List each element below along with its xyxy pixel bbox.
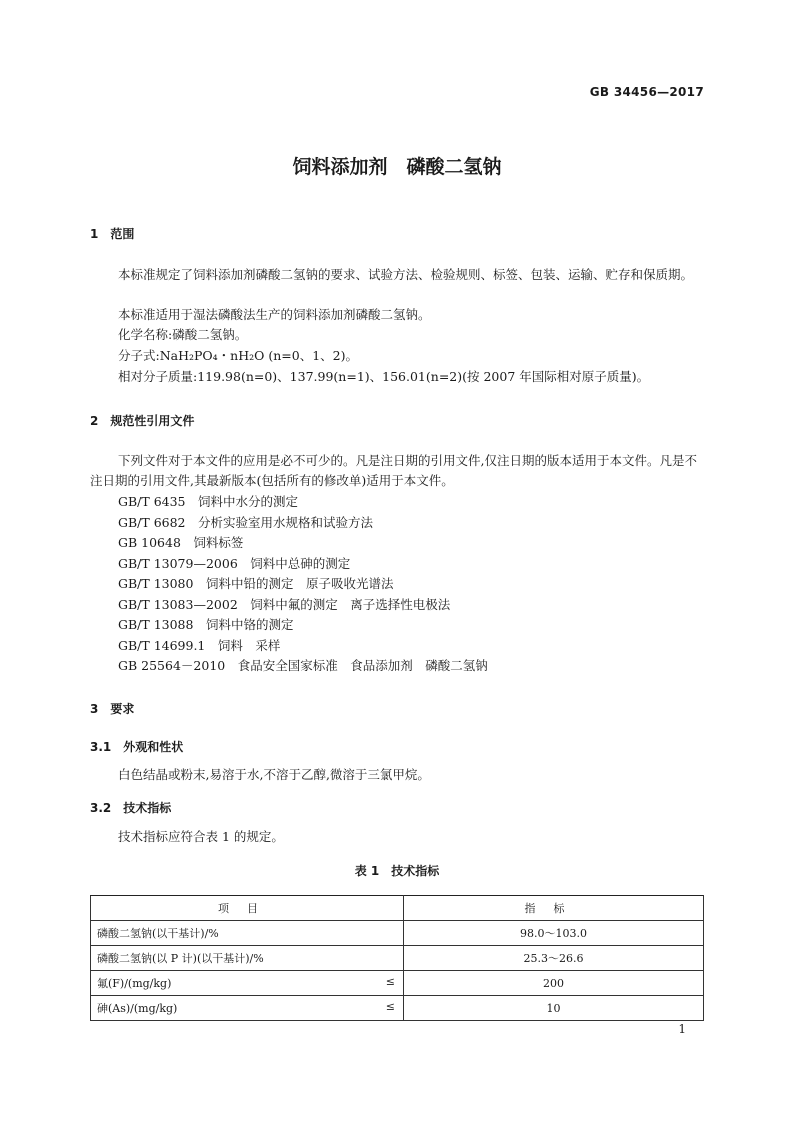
appearance-text: 白色结晶或粉末,易溶于水,不溶于乙醇,微溶于三氯甲烷。	[118, 767, 430, 782]
molecular-formula: 分子式:NaH₂PO₄・nH₂O (n=0、1、2)。	[118, 348, 359, 363]
table-row	[91, 946, 704, 971]
section-2-heading: 2 规范性引用文件	[90, 414, 195, 428]
section-1-paragraph-2: 本标准适用于湿法磷酸法生产的饲料添加剂磷酸二氢钠。	[118, 307, 431, 322]
table-row	[91, 996, 704, 1021]
technical-index-text: 技术指标应符合表 1 的规定。	[118, 829, 284, 844]
item-label: 氟(F)/(mg/kg)	[97, 977, 172, 990]
reference-item: GB/T 13080 饲料中铅的测定 原子吸收光谱法	[118, 576, 394, 591]
item-cell	[91, 921, 404, 946]
table-row	[91, 921, 704, 946]
molecular-mass: 相对分子质量:119.98(n=0)、137.99(n=1)、156.01(n=2)(按 2007 年国际相对原子质量)。	[118, 369, 650, 384]
section-3-2-heading: 3.2 技术指标	[90, 801, 172, 815]
item-cell	[91, 946, 404, 971]
item-cell	[91, 971, 404, 996]
value-cell: 200	[404, 971, 704, 996]
table-caption: 表 1 技术指标	[354, 864, 440, 878]
reference-item: GB/T 13079—2006 饲料中总砷的测定	[118, 556, 351, 571]
reference-item: GB/T 13083—2002 饲料中氟的测定 离子选择性电极法	[118, 597, 451, 612]
item-label: 磷酸二氢钠(以干基计)/%	[97, 927, 219, 940]
item-label: 磷酸二氢钠(以 P 计)(以干基计)/%	[97, 952, 264, 965]
reference-item: GB/T 13088 饲料中铬的测定	[118, 617, 294, 632]
reference-item: GB/T 6682 分析实验室用水规格和试验方法	[118, 515, 374, 530]
section-2-paragraph: 下列文件对于本文件的应用是必不可少的。凡是注日期的引用文件,仅注日期的版本适用于本文件。凡是不注日期的引用文件,其最新版本(包括所有的修改单)适用于本文件。	[90, 453, 697, 488]
section-1-heading: 1 范围	[90, 227, 135, 241]
item-cell	[91, 996, 404, 1021]
value-cell: 98.0～103.0	[404, 921, 704, 946]
reference-item: GB/T 6435 饲料中水分的测定	[118, 494, 299, 509]
standard-code: GB 34456—2017	[589, 85, 704, 99]
table-header-row	[91, 896, 704, 921]
reference-item: GB/T 14699.1 饲料 采样	[118, 638, 281, 653]
value-cell: 25.3～26.6	[404, 946, 704, 971]
comparison-symbol: ≤	[385, 1000, 395, 1013]
page-number: 1	[678, 1022, 686, 1036]
reference-item: GB 25564－2010 食品安全国家标准 食品添加剂 磷酸二氢钠	[118, 658, 488, 673]
document-title: 饲料添加剂 磷酸二氢钠	[292, 156, 502, 178]
table-row	[91, 971, 704, 996]
value-cell: 10	[404, 996, 704, 1021]
comparison-symbol: ≤	[385, 975, 395, 988]
chemical-name: 化学名称:磷酸二氢钠。	[118, 327, 248, 342]
section-1-paragraph-1: 本标准规定了饲料添加剂磷酸二氢钠的要求、试验方法、检验规则、标签、包装、运输、贮存和保质期。	[118, 267, 694, 282]
section-3-heading: 3 要求	[90, 702, 135, 716]
column-header-index: 指标	[404, 896, 704, 921]
technical-index-table	[90, 895, 704, 1021]
reference-item: GB 10648 饲料标签	[118, 535, 244, 550]
section-3-1-heading: 3.1 外观和性状	[90, 740, 184, 754]
item-label: 砷(As)/(mg/kg)	[97, 1002, 178, 1015]
column-header-item: 项目	[91, 896, 404, 921]
